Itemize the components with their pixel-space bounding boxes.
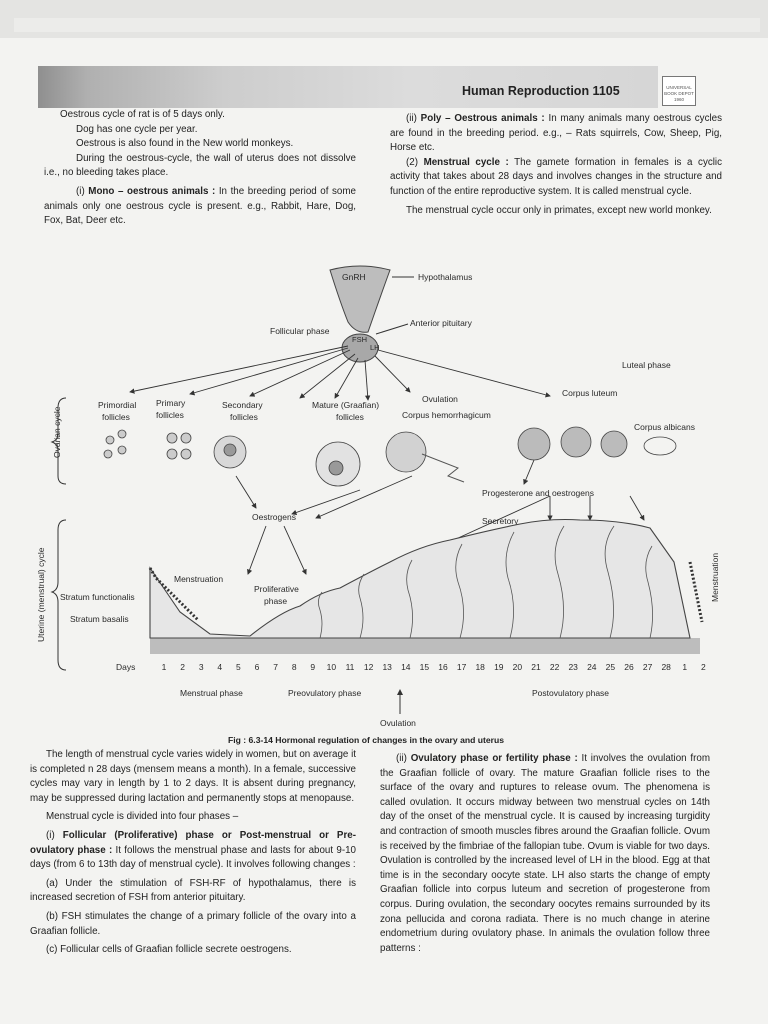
day-number: 17 [456, 662, 467, 672]
list-prefix: (i) [46, 829, 63, 841]
bottom-right-column [380, 752, 710, 956]
day-number: 18 [475, 662, 485, 672]
day-number: 5 [236, 662, 241, 672]
label-mature-2: follicles [336, 412, 364, 422]
day-number: 2 [180, 662, 185, 672]
term-text: The gamete formation in females is a cyclic activity that takes about 28 days and involves changes in the structure and function of the entire reproductive system. It is called menstrual cycle. [390, 156, 722, 197]
term-text: It follows the menstrual phase and lasts for about 9-10 days (from 6 to 13th day of menstrual cycle). It involves following changes : [30, 844, 356, 871]
label-follicular-phase: Follicular phase [270, 326, 330, 336]
day-number: 2 [701, 662, 706, 672]
day-number: 21 [531, 662, 541, 672]
follicular-phase-paragraph [30, 829, 356, 873]
label-primary: Primary [156, 398, 186, 408]
day-number: 20 [512, 662, 523, 672]
label-secondary-2: follicles [230, 412, 258, 422]
label-stratum-functionalis: Stratum functionalis [60, 592, 135, 602]
day-number: 28 [661, 662, 671, 672]
text-paragraph: During the oestrous-cycle, the wall of uterus does not dissolve i.e., no bleeding takes place. [44, 152, 356, 179]
label-stratum-basalis: Stratum basalis [70, 614, 129, 624]
endometrium-layer [150, 520, 690, 639]
scan-top-edge-inner [14, 18, 760, 32]
label-hypothalamus: Hypothalamus [418, 272, 473, 282]
label-primary-2: follicles [156, 410, 184, 420]
term-heading: Follicular (Proliferative) phase or Post-menstrual or Pre-ovulatory phase : [30, 829, 356, 856]
publisher-logo: UNIVERSAL BOOK DEPOT 1960 [662, 76, 696, 106]
day-number: 8 [291, 662, 297, 672]
endometrium-base [150, 638, 700, 654]
text-line: Oestrous is also found in the New world monkeys. [76, 138, 294, 150]
term-heading: Mono – oestrous animals : [88, 185, 216, 197]
figure-caption: Fig : 6.3-14 Hormonal regulation of changes in the ovary and uterus [228, 735, 505, 745]
label-mature: Mature (Graafian) [312, 400, 380, 410]
list-prefix: (i) [76, 185, 89, 197]
list-prefix: (2) [406, 156, 424, 168]
day-number: 12 [363, 662, 374, 672]
label-menstruation-right: Menstruation [710, 552, 720, 602]
label-primordial: Primordial [98, 400, 137, 410]
day-number: 19 [494, 662, 504, 672]
label-ovulation-bottom: Ovulation [380, 718, 416, 728]
term-text: It involves the ovulation from the Graafian follicle of ovary. The mature Graafian follicle rises to the surface of the ovary and ruptures to release ovum. The phenomena is called ovulation. It occurs midway between two menstrual cycles on 14th day of the onset of the menstrual cycle. It is caused by increasing turgidity and contraction of smooth muscles fibres around the Graafian follicle. Ovum is received by the fimbriae of the fallopian tube. Ovum is viable for two days. Ovulation is controlled by the increased level of LH in the blood. Egg at that time is in the secondary oocyte state. LH also starts the change of empty Graafian follicle into corpus luteum and secretion of progesterone from corpus. During ovulation, the secondary oocytes remains surrounded by its zona pellucida and corona radiata. There is no much change in aterine endometrium during ovulatory phase. In animals the ovulation follow three patterns : [380, 753, 710, 954]
ovulatory-phase-paragraph [380, 752, 710, 956]
top-right-column [390, 112, 722, 218]
day-number: 22 [549, 662, 560, 672]
list-item: (b) FSH stimulates the change of a primary follicle of the ovary into a Graafian follicle. [30, 910, 356, 937]
day-number-row [162, 662, 706, 672]
day-number: 1 [682, 662, 688, 672]
list-prefix: (ii) [406, 113, 421, 124]
day-number: 10 [326, 662, 337, 672]
day-number: 11 [345, 662, 355, 672]
label-uterine-cycle: Uterine (menstrual) cycle [36, 547, 46, 642]
label-proliferative-2: phase [264, 596, 288, 606]
mono-oestrous-paragraph [44, 185, 356, 229]
text-paragraph: Menstrual cycle is divided into four phases – [46, 811, 239, 823]
day-number: 15 [419, 662, 430, 672]
day-number: 4 [217, 662, 223, 672]
label-corpus-luteum: Corpus luteum [562, 388, 618, 398]
page-title: Human Reproduction 1105 [462, 84, 620, 98]
day-number: 9 [310, 662, 316, 672]
label-lh: LH [370, 343, 380, 352]
label-secretory: Secretory [482, 516, 519, 526]
text-line: Oestrous cycle of rat is of 5 days only. [60, 109, 225, 120]
day-number: 27 [642, 662, 653, 672]
term-heading: Ovulatory phase or fertility phase : [410, 753, 578, 764]
label-progesterone-oestrogens: Progesterone and oestrogens [482, 488, 594, 498]
day-number: 24 [587, 662, 597, 672]
day-number: 3 [198, 662, 204, 672]
list-item: (a) Under the stimulation of FSH-RF of hypothalamus, there is increased secretion of FSH from anterior pituitary. [30, 877, 356, 904]
label-gnrh: GnRH [342, 272, 366, 282]
day-number: 14 [401, 662, 411, 672]
term-heading: Poly – Oestrous animals : [420, 113, 545, 124]
bottom-left-column [30, 748, 356, 958]
term-text: In many animals many oestrous cycles are found in the breeding period. e.g., – Rats squirrels, Cow, Sheep, Pig, Horse etc. [390, 113, 722, 154]
label-preovulatory-phase: Preovulatory phase [288, 688, 362, 698]
menstrual-cycle-paragraph [390, 156, 722, 200]
day-number: 26 [624, 662, 634, 672]
day-number: 7 [273, 662, 278, 672]
label-anterior-pituitary: Anterior pituitary [410, 318, 472, 328]
label-corpus-hemorrhagicum: Corpus hemorrhagicum [402, 410, 491, 420]
label-postovulatory-phase: Postovulatory phase [532, 688, 610, 698]
menstrual-shedding-right [690, 562, 702, 622]
text-line: Dog has one cycle per year. [76, 123, 198, 135]
label-oestrogens: Oestrogens [252, 512, 296, 522]
top-left-column [44, 108, 356, 229]
label-secondary: Secondary [222, 400, 263, 410]
day-number: 25 [605, 662, 616, 672]
term-heading: Menstrual cycle : [423, 156, 509, 168]
text-paragraph: The menstrual cycle occur only in primates, except new world monkey. [406, 204, 712, 216]
label-corpus-albicans: Corpus albicans [634, 422, 695, 432]
label-ovarian-cycle: Ovarian cycle [52, 406, 62, 458]
label-fsh: FSH [352, 335, 367, 344]
term-text: In the breeding period of some animals only one oestrous cycle is present. e.g., Rabbit, Hare, Dog, Fox, Bat, Deer etc. [44, 185, 356, 227]
day-number: 23 [568, 662, 578, 672]
poly-oestrous-paragraph [390, 112, 722, 156]
label-days: Days [116, 662, 136, 672]
list-prefix: (ii) [396, 753, 411, 764]
text-paragraph: The length of menstrual cycle varies widely in women, but on average it is completed n 28 days (mensem means a month). In a female, successive cycles may vary in length by 1 to 2 days. It is absent during pregnancy, may be suppressed during lactation and permanently stops at menopause. [30, 749, 356, 804]
label-menstrual-phase: Menstrual phase [180, 688, 243, 698]
label-menstruation: Menstruation [174, 574, 224, 584]
label-ovulation-top: Ovulation [422, 394, 458, 404]
day-number: 6 [254, 662, 260, 672]
label-primordial-2: follicles [102, 412, 130, 422]
label-proliferative: Proliferative [254, 584, 299, 594]
list-item: (c) Follicular cells of Graafian follicle secrete oestrogens. [46, 944, 292, 956]
day-number: 1 [161, 662, 167, 672]
day-number: 13 [382, 662, 392, 672]
day-number: 16 [438, 662, 448, 672]
menstrual-cycle-figure [30, 262, 740, 732]
label-luteal-phase: Luteal phase [622, 360, 671, 370]
